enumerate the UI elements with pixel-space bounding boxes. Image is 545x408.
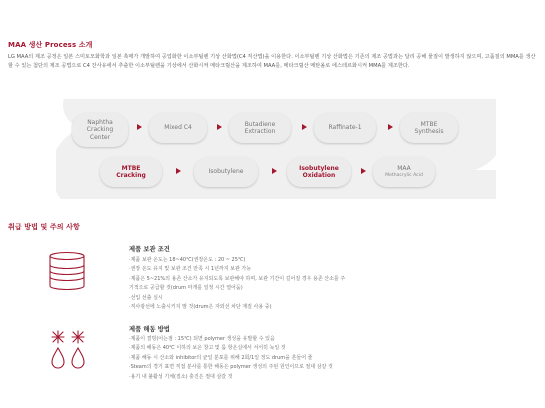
flow-node-isobutylene: Isobutylene bbox=[194, 157, 258, 187]
section-title-process: MAA 생산 Process 소개 bbox=[8, 41, 93, 49]
storage-line: ·선입 선출 실시 bbox=[129, 294, 163, 301]
thaw-drops-icon bbox=[47, 329, 89, 371]
flow-node-mixed-c4: Mixed C4 bbox=[149, 113, 207, 143]
thawing-line: ·제품의 해동은 40℃ 이하의 보온 창고 및 룸 항온실에서 서서히 녹일 것 bbox=[129, 345, 286, 352]
flow-node-maa-label: MAA bbox=[397, 164, 411, 172]
flow-node-maa-sub: Methacrylic Acid bbox=[385, 173, 423, 178]
storage-line: 기적으로 공급할 것(drum 마개를 일정 시간 열어둠) bbox=[129, 285, 243, 292]
storage-lines bbox=[129, 256, 345, 312]
process-intro-text: LG MAA의 제조 공정은 일본 스미토모화학과 일본 촉매가 개발하여 공업화한 이소부틸렌 기상 산화법(C4 직산법)을 이용한다. 이소부틸렌 기상 산화법은 기존의 제조 공법과는 달리 공해 물질이 발생하지 않으며, 고품질의 MMA를 생산 할 수 있는 첨단의 제조 공법으로 C4 잔사유에서 추출한 이소부틸렌을 기상에서 산화시켜 메타크릴산을 제조하여 MAA를, 메타크릴산 메탄올로 에스테르화시켜 MMA를 제조한다. bbox=[8, 54, 536, 69]
flow-node-naphtha-cracking-center: Naphtha Cracking Center bbox=[72, 113, 128, 147]
thawing-line: ·제품 해동 시 산소와 inhibitor의 균일 분포를 위해 2회/1일 정도 drum을 흔들어 줄 bbox=[129, 354, 313, 361]
thawing-title: 제품 해동 방법 bbox=[129, 326, 170, 333]
flow-node-mtbe-cracking: MTBE Cracking bbox=[100, 157, 162, 187]
flow-node-isobutylene-oxidation: Isobutylene Oxidation bbox=[287, 157, 351, 187]
flow-arrow bbox=[388, 124, 393, 130]
flow-arrow bbox=[302, 124, 307, 130]
flow-arrow bbox=[137, 124, 142, 130]
storage-tank-icon bbox=[46, 250, 88, 292]
flow-node-maa bbox=[373, 157, 435, 187]
thawing-lines bbox=[129, 335, 333, 382]
flow-arrow bbox=[217, 124, 222, 130]
flow-arrow bbox=[176, 168, 181, 174]
storage-title: 제품 보관 조건 bbox=[129, 246, 170, 253]
section-title-handling: 취급 방법 및 주의 사항 bbox=[8, 223, 80, 231]
flow-arrow bbox=[272, 168, 277, 174]
flow-arrow bbox=[361, 168, 366, 174]
thawing-line: ·제품이 결빙(어는점 : 15℃) 되면 polymer 생성을 유발할 수 있음 bbox=[129, 336, 275, 342]
flow-node-butadiene-extraction: Butadiene Extraction bbox=[229, 113, 291, 143]
storage-line: ·제품 보관 온도는 18~40℃(권장온도 : 20 ~ 25℃) bbox=[129, 257, 246, 263]
storage-line: ·권장 온도 유지 및 보관 조건 만족 시 1년까지 보관 가능 bbox=[129, 266, 252, 273]
flow-node-mtbe-synthesis: MTBE Synthesis bbox=[400, 113, 458, 143]
thawing-line: ·용기 내 불활성 기체(질소) 충진은 절대 삼갈 것 bbox=[129, 373, 233, 380]
thawing-line: ·Steam의 경기 표면 직접 분사를 통한 해동은 polymer 생성의 주된 원인이므로 절대 삼갈 것 bbox=[129, 364, 333, 371]
flow-node-raffinate-1: Raffinate-1 bbox=[314, 113, 376, 143]
storage-line: ·제품은 5~21%의 용존 산소가 유지되도록 보관해야 하며, 보관 기간이 길어질 경우 용존 산소를 주 bbox=[129, 275, 346, 282]
storage-line: ·직사광선에 노출시키지 말 것(drum은 자외선 차단 재질 사용 중) bbox=[129, 304, 272, 311]
